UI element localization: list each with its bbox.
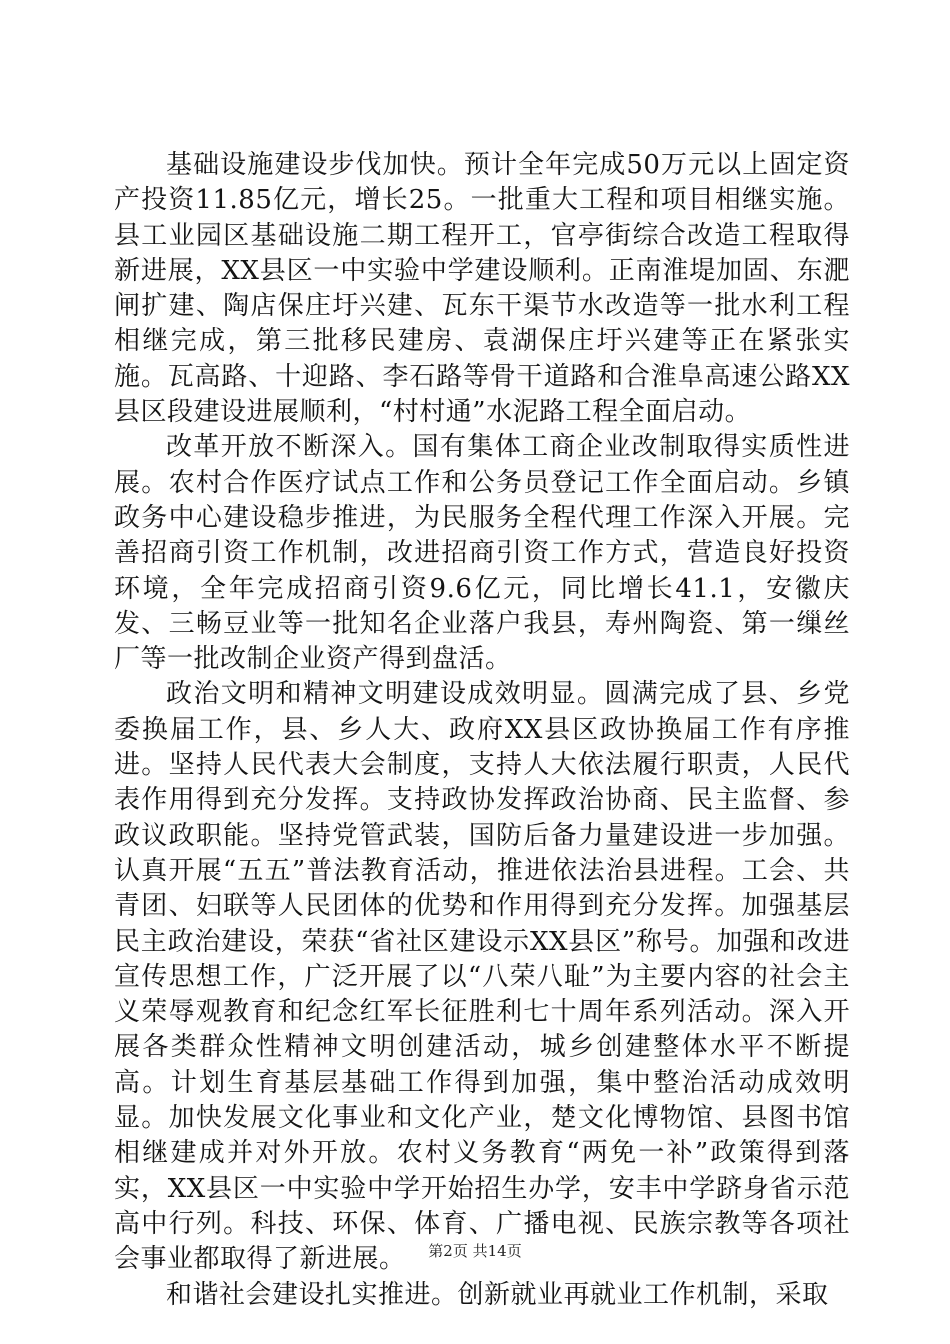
paragraph-political-civilization: 政治文明和精神文明建设成效明显。圆满完成了县、乡党委换届工作，县、乡人大、政府XX县区政协换届工作有序推进。坚持人民代表大会制度，支持人大依法履行职责，人民代表作用得到充分发挥。支持政协发挥政治协商、民主监督、参政议政职能。坚持党管武装，国防后备力量建设进一步加强。认真开展“五五”普法教育活动，推进依法治县进程。工会、共青团、妇联等人民团体的优势和作用得到充分发挥。加强基层民主政治建设，荣获“省社区建设示XX县区”称号。加强和改进宣传思想工作，广泛开展了以“八荣八耻”为主要内容的社会主义荣辱观教育和纪念红军长征胜利七十周年系列活动。深入开展各类群众性精神文明创建活动，城乡创建整体水平不断提高。计划生育基层基础工作得到加强，集中整治活动成效明显。加快发展文化事业和文化产业，楚文化博物馆、县图书馆相继建成并对外开放。农村义务教育“两免一补”政策得到落实，XX县区一中实验中学开始招生办学，安丰中学跻身省示范高中行列。科技、环保、体育、广播电视、民族宗教等各项社会事业都取得了新进展。 — [114, 679, 850, 1275]
page-number-label: 第2页 共14页 — [428, 1242, 522, 1260]
paragraph-harmonious-society: 和谐社会建设扎实推进。创新就业再就业工作机制，采取 — [166, 1279, 829, 1310]
document-body — [114, 148, 850, 1313]
paragraph-reform-opening: 改革开放不断深入。国有集体工商企业改制取得实质性进展。农村合作医疗试点工作和公务员登记工作全面启动。乡镇政务中心建设稳步推进，为民服务全程代理工作深入开展。完善招商引资工作机制，改进招商引资工作方式，营造良好投资环境，全年完成招商引资9.6亿元，同比增长41.1，安徽庆发、三畅豆业等一批知名企业落户我县，寿州陶瓷、第一缫丝厂等一批改制企业资产得到盘活。 — [114, 432, 850, 675]
page-footer — [0, 1240, 950, 1261]
paragraph-infrastructure: 基础设施建设步伐加快。预计全年完成50万元以上固定资产投资11.85亿元，增长25。一批重大工程和项目相继实施。县工业园区基础设施二期工程开工，官亭街综合改造工程取得新进展，XX县区一中实验中学建设顺利。正南淮堤加固、东淝闸扩建、陶店保庄圩兴建、瓦东干渠节水改造等一批水利工程相继完成，第三批移民建房、袁湖保庄圩兴建等正在紧张实施。瓦高路、十迎路、李石路等骨干道路和合淮阜高速公路XX县区段建设进展顺利，“村村通”水泥路工程全面启动。 — [114, 150, 850, 428]
